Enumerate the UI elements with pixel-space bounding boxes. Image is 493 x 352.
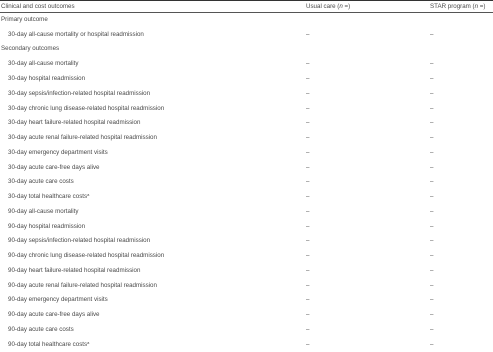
table-row: [0, 131, 493, 146]
outcome-label-cell: [8, 297, 108, 303]
table-row: [0, 323, 493, 338]
star-program-value: –: [430, 179, 433, 185]
outcome-label: 90-day heart failure-related hospital readmission: [8, 267, 140, 274]
outcome-label: 90-day emergency department visits: [8, 296, 108, 303]
outcome-label-cell: [8, 179, 74, 185]
footnote-marker: a: [87, 340, 89, 345]
usual-care-value: –: [306, 238, 309, 244]
table-row: [0, 102, 493, 117]
table-row: [0, 87, 493, 102]
table-row: [0, 293, 493, 308]
header-star-program-n: n: [475, 3, 478, 10]
usual-care-value: –: [306, 179, 309, 185]
outcome-label-cell: [8, 238, 150, 244]
outcome-label: 90-day all-cause mortality: [8, 208, 79, 215]
section-row: [0, 43, 493, 58]
table-header: [0, 0, 493, 13]
header-star-program: [430, 4, 485, 10]
outcome-label-cell: [8, 150, 108, 156]
outcome-label-cell: [8, 312, 100, 318]
table-row: [0, 161, 493, 176]
star-program-value: –: [430, 253, 433, 259]
usual-care-value: –: [306, 120, 309, 126]
table-row: [0, 234, 493, 249]
usual-care-value: –: [306, 150, 309, 156]
outcome-label-cell: [8, 283, 157, 289]
outcome-label: 90-day acute renal failure-related hospital readmission: [8, 282, 157, 289]
table-body: [0, 13, 493, 352]
star-program-value: –: [430, 106, 433, 112]
table-row: [0, 249, 493, 264]
usual-care-value: –: [306, 91, 309, 97]
usual-care-value: –: [306, 194, 309, 200]
usual-care-value: –: [306, 312, 309, 318]
usual-care-value: –: [306, 224, 309, 230]
outcome-label-cell: [8, 327, 74, 333]
outcome-label: 30-day sepsis/infection-related hospital readmission: [8, 90, 150, 97]
outcome-label: 30-day all-cause mortality: [8, 60, 79, 67]
section-label: Primary outcome: [1, 17, 48, 23]
table-row: [0, 57, 493, 72]
header-clinical-cost-outcomes: Clinical and cost outcomes: [1, 4, 75, 10]
outcome-label: 90-day total healthcare costs: [8, 341, 87, 348]
outcome-label: 30-day acute care-free days alive: [8, 164, 100, 171]
star-program-value: –: [430, 194, 433, 200]
outcome-label: 30-day heart failure-related hospital readmission: [8, 119, 140, 126]
star-program-value: –: [430, 91, 433, 97]
star-program-value: –: [430, 297, 433, 303]
outcome-label-cell: [8, 120, 140, 126]
outcome-label-cell: [8, 61, 79, 67]
usual-care-value: –: [306, 253, 309, 259]
outcome-label: 90-day acute care costs: [8, 326, 74, 333]
outcome-label-cell: [8, 32, 144, 38]
outcome-label: 30-day chronic lung disease-related hospital readmission: [8, 105, 164, 112]
star-program-value: –: [430, 224, 433, 230]
star-program-value: –: [430, 268, 433, 274]
star-program-value: –: [430, 150, 433, 156]
table-row: [0, 264, 493, 279]
header-usual-care: [306, 4, 350, 10]
star-program-value: –: [430, 135, 433, 141]
star-program-value: –: [430, 327, 433, 333]
outcome-label: 30-day hospital readmission: [8, 75, 85, 82]
outcome-label-cell: [8, 209, 79, 215]
outcome-label: 30-day total healthcare costs: [8, 193, 87, 200]
table-row: [0, 205, 493, 220]
footnote-marker: a: [87, 192, 89, 197]
outcome-label-cell: [8, 106, 164, 112]
outcome-label-cell: [8, 268, 140, 274]
table-row: [0, 220, 493, 235]
table-row: [0, 308, 493, 323]
table-row: [0, 146, 493, 161]
section-label: Secondary outcomes: [1, 46, 59, 52]
outcome-label: 30-day acute care costs: [8, 178, 74, 185]
star-program-value: –: [430, 120, 433, 126]
outcome-label-cell: [8, 135, 157, 141]
usual-care-value: –: [306, 61, 309, 67]
usual-care-value: –: [306, 32, 309, 38]
star-program-value: –: [430, 165, 433, 171]
outcome-label: 30-day all-cause mortality or hospital readmission: [8, 31, 144, 38]
star-program-value: –: [430, 283, 433, 289]
section-row: [0, 13, 493, 28]
outcome-label: 30-day emergency department visits: [8, 149, 108, 156]
usual-care-value: –: [306, 135, 309, 141]
outcome-label: 90-day hospital readmission: [8, 223, 85, 230]
table-row: [0, 28, 493, 43]
outcome-label-cell: [8, 194, 89, 200]
header-usual-care-text: Usual care (: [306, 3, 339, 10]
star-program-value: –: [430, 209, 433, 215]
usual-care-value: –: [306, 209, 309, 215]
star-program-value: –: [430, 312, 433, 318]
usual-care-value: –: [306, 106, 309, 112]
outcome-label: 90-day acute care-free days alive: [8, 311, 100, 318]
outcome-label-cell: [8, 342, 89, 348]
table-row: [0, 338, 493, 352]
header-star-program-text: STAR program (: [430, 3, 475, 10]
outcome-label: 90-day chronic lung disease-related hospital readmission: [8, 252, 164, 259]
outcome-label: 30-day acute renal failure-related hospital readmission: [8, 134, 157, 141]
outcome-label: 90-day sepsis/infection-related hospital readmission: [8, 237, 150, 244]
usual-care-value: –: [306, 76, 309, 82]
usual-care-value: –: [306, 327, 309, 333]
star-program-value: –: [430, 61, 433, 67]
outcome-label-cell: [8, 76, 85, 82]
usual-care-value: –: [306, 283, 309, 289]
table-row: [0, 175, 493, 190]
star-program-value: –: [430, 342, 433, 348]
usual-care-value: –: [306, 165, 309, 171]
table-row: [0, 279, 493, 294]
outcome-label-cell: [8, 253, 164, 259]
outcome-label-cell: [8, 224, 85, 230]
table-row: [0, 116, 493, 131]
usual-care-value: –: [306, 268, 309, 274]
star-program-value: –: [430, 76, 433, 82]
header-usual-care-n: n: [339, 3, 342, 10]
header-usual-care-tail: =): [343, 3, 350, 10]
star-program-value: –: [430, 238, 433, 244]
table-row: [0, 72, 493, 87]
outcome-label-cell: [8, 165, 100, 171]
usual-care-value: –: [306, 342, 309, 348]
star-program-value: –: [430, 32, 433, 38]
table-row: [0, 190, 493, 205]
outcome-label-cell: [8, 91, 150, 97]
usual-care-value: –: [306, 297, 309, 303]
header-star-program-tail: =): [478, 3, 485, 10]
